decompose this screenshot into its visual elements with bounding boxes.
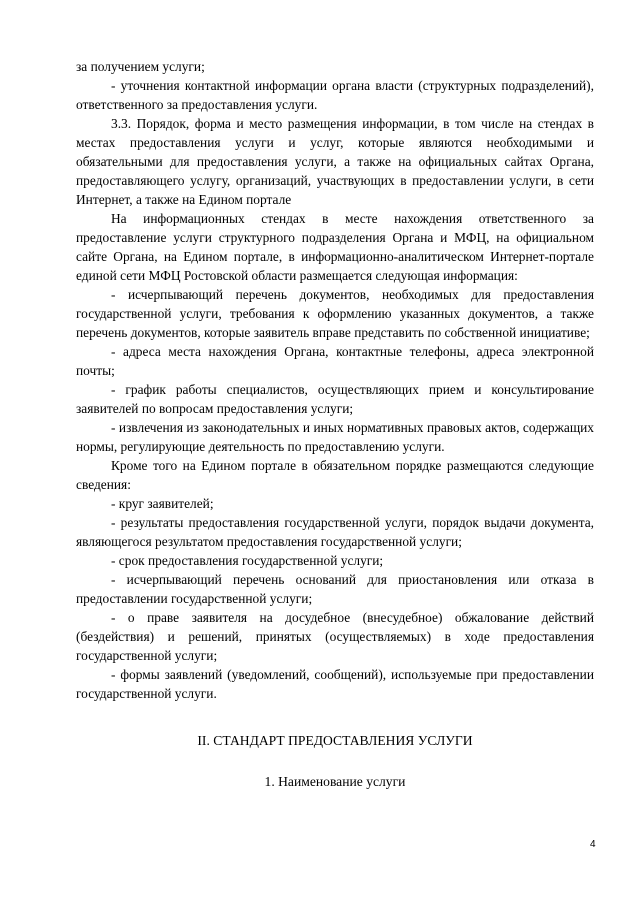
paragraph: - график работы специалистов, осуществляющих прием и консультирование заявителей по вопросам предоставления услуги; xyxy=(76,382,594,416)
paragraph: - исчерпывающий перечень документов, необходимых для предоставления государственной услуги, требования к оформлению указанных документов, а также перечень документов, которые заявитель вправе представить по собственной инициативе; xyxy=(76,287,594,340)
page-content xyxy=(76,57,594,791)
paragraph: - о праве заявителя на досудебное (внесудебное) обжалование действий (бездействия) и решений, принятых (осуществляемых) в ходе предоставления государственной услуги; xyxy=(76,610,594,663)
section-heading: II. СТАНДАРТ ПРЕДОСТАВЛЕНИЯ УСЛУГИ xyxy=(197,733,473,748)
paragraph: 3.3. Порядок, форма и место размещения информации, в том числе на стендах в местах предоставления услуги и услуг, которые являются необходимыми и обязательными для предоставления услуги, а также на официальных сайтах Органа, предоставляющего услугу, организаций, участвующих в предоставлении услуги, в сети Интернет, а также на Едином портале xyxy=(76,116,594,207)
paragraph: - извлечения из законодательных и иных нормативных правовых актов, содержащих нормы, регулирующие деятельность по предоставлению услуги. xyxy=(76,420,594,454)
body-text xyxy=(76,57,594,703)
paragraph: - срок предоставления государственной услуги; xyxy=(111,553,384,568)
paragraph: - уточнения контактной информации органа власти (структурных подразделений), ответственного за предоставления услуги. xyxy=(76,78,594,112)
subsection-heading: 1. Наименование услуги xyxy=(264,774,406,789)
page-number: 4 xyxy=(590,839,596,850)
paragraph: - исчерпывающий перечень оснований для приостановления или отказа в предоставлении государственной услуги; xyxy=(76,572,594,606)
paragraph: - круг заявителей; xyxy=(111,496,214,511)
paragraph: - результаты предоставления государственной услуги, порядок выдачи документа, являющегося результатом предоставления государственной услуги; xyxy=(76,515,594,549)
paragraph: за получением услуги; xyxy=(76,59,205,74)
paragraph: На информационных стендах в месте нахождения ответственного за предоставление услуги структурного подразделения Органа и МФЦ, на официальном сайте Органа, на Едином портале, в информационно-аналитическом Интернет-портале единой сети МФЦ Ростовской области размещается следующая информация: xyxy=(76,211,594,283)
paragraph: - формы заявлений (уведомлений, сообщений), используемые при предоставлении государственной услуги. xyxy=(76,667,594,701)
paragraph: Кроме того на Едином портале в обязательном порядке размещаются следующие сведения: xyxy=(76,458,594,492)
paragraph: - адреса места нахождения Органа, контактные телефоны, адреса электронной почты; xyxy=(76,344,594,378)
